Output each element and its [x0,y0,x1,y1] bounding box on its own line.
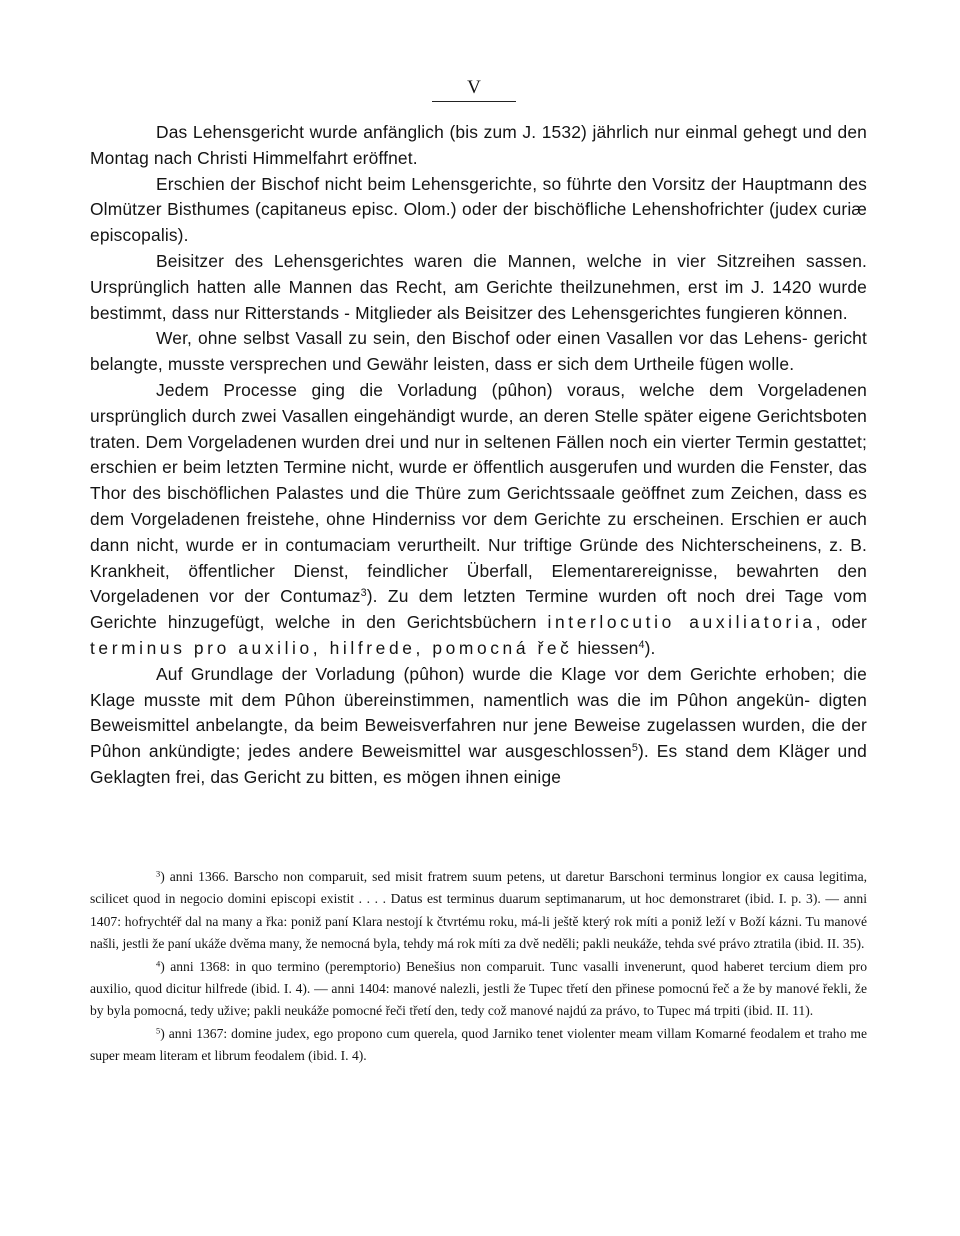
paragraph-text: hiessen [577,637,639,658]
paragraph-text: , oder [815,612,867,633]
spaced-term: interlocutio auxiliatoria [547,612,816,633]
spaced-term: terminus pro auxilio, hilfrede, pomocná řeč [90,637,573,658]
paragraph-summons [90,378,867,662]
paragraph: Wer, ohne selbst Vasall zu sein, den Bischof oder einen Vasallen vor das Lehens- gericht belangte, musste versprechen und Gewähr leisten, dass er sich dem Urtheile fügen wolle. [90,328,867,375]
paragraph: Beisitzer des Lehensgerichtes waren die Mannen, welche in vier Sitzreihen sassen. Ursprünglich hatten alle Mannen das Recht, am Gerichte theilzunehmen, erst im J. 1420 wurde bestimmt, dass nur Ritterstands - Mitglieder als Beisitzer des Lehensgerichtes fungieren können. [90,250,867,323]
footnote-ref: 5 [631,742,638,755]
footnote-mark: 5 [156,1025,161,1036]
footnote-mark: 3 [156,868,161,879]
paragraph-complaint [90,662,867,791]
main-text [90,120,867,791]
footnote-text: ) anni 1368: in quo termino (peremptorio) Benešius non comparuit. Tunc vasalli invenerunt, quod haberet tercium diem pro auxilio, quod dicitur hilfrede (ibid. I. 4). — anni 1404: manové nalezli, jestli že Tupec třetí den přinese pomocnú řeč a že by manové řekli, že by byla pomocná, tedy užive; pakli neukáže pomocné řeči třetí den, tedy což manové najdú za právo, to Tupec má trpiti (ibid. II. 11). [90,958,867,1019]
paragraph: Das Lehensgericht wurde anfänglich (bis zum J. 1532) jährlich nur einmal gehegt und den Montag nach Christi Himmelfahrt eröffnet. [90,122,867,168]
footnote [90,956,867,1023]
footnote [90,1023,867,1068]
footnote [90,866,867,956]
footnote-text: ) anni 1367: domine judex, ego propono cum querela, quod Jarniko tenet violenter meam villam Komarné feodalem et traho me super meam literam et librum feodalem (ibid. I. 4). [90,1025,867,1064]
paragraph-text: ). Zu dem letzten Termine wurden oft noch drei Tage vom Gerichte hinzugefügt, welche in den Gerichtsbüchern [90,586,867,633]
paragraph: Erschien der Bischof nicht beim Lehensgerichte, so führte den Vorsitz der Hauptmann des Olmützer Bisthumes (capitaneus episc. Olom.) oder der bischöfliche Lehenshofrichter (judex curiæ episcopalis). [90,173,867,246]
footnote-ref: 3 [360,587,367,600]
paragraph-text: ). Es stand dem Kläger und Geklagten frei, das Gericht zu bitten, es mögen ihnen einige [90,741,868,787]
footnote-mark: 4 [156,958,161,968]
paragraph-text: Auf Grundlage der Vorladung (pûhon) wurde die Klage vor dem Gerichte erhoben; die Klage musste mit dem Pûhon übereinstimmen, namentlich was die im Pûhon angekün- digten Beweismittel anbelangte, da beim Beweisverfahren nur jene Beweise zugelassen wurden, die der Pûhon ankündigte; jedes andere Beweismittel war ausgeschlossen [90,663,867,762]
paragraph-text: Jedem Processe ging die Vorladung (pûhon) voraus, welche dem Vorgeladenen ursprünglich durch zwei Vasallen eingehändigt wurde, an deren Stelle später eigene Gerichtsboten traten. Dem Vorgeladenen wurden drei und nur in seltenen Fällen noch ein vierter Termin gestattet; erschien er beim letzten Termine nicht, wurde er öffentlich ausgerufen und wurden die Fenster, das Thor des bischöflichen Palastes und die Thüre zum Gerichtssaale geöffnet zum Zeichen, dass es dem Vorgeladenen freistehe, ohne Hinderniss vor dem Gerichte zu erscheinen. Erschien er auch dann nicht, wurde er in contumaciam verurtheilt. Nur triftige Gründe des Nichterscheinens, z. B. Krankheit, öffentlicher Dienst, feindlicher Überfall, Elementarereignisse, bewahrten den Vorgeladenen vor der Contumaz [90,379,867,607]
page-number: V [467,77,481,98]
footnote-text: ) anni 1366. Barscho non comparuit, sed misit fratrem suum petens, ut daretur Barschoni terminus longior ex causa legitima, scilicet quod in negocio domini episcopi existit . . . . Datus est terminus duarum septimanarum, ut hoc demonstraret (ibid. I. p. 3). — anni 1407: hofrychtéř dal na many a řka: poniž paní Klara nestojí k čtvrtému roku, má-li ještě který rok míti a poniž leží v Boží kázni. Tu manové našli, jestli že paní ukáže dvěma many, že nemocná byla, tehdy má rok míti za dvě neděli; pakli neukáže, tehda své právo ztratila (ibid. II. 35). [90,869,867,952]
footnotes [90,866,867,1068]
footnote-ref: 4 [638,639,645,652]
paragraph-text: ). [644,637,656,658]
header-rule [432,101,516,102]
